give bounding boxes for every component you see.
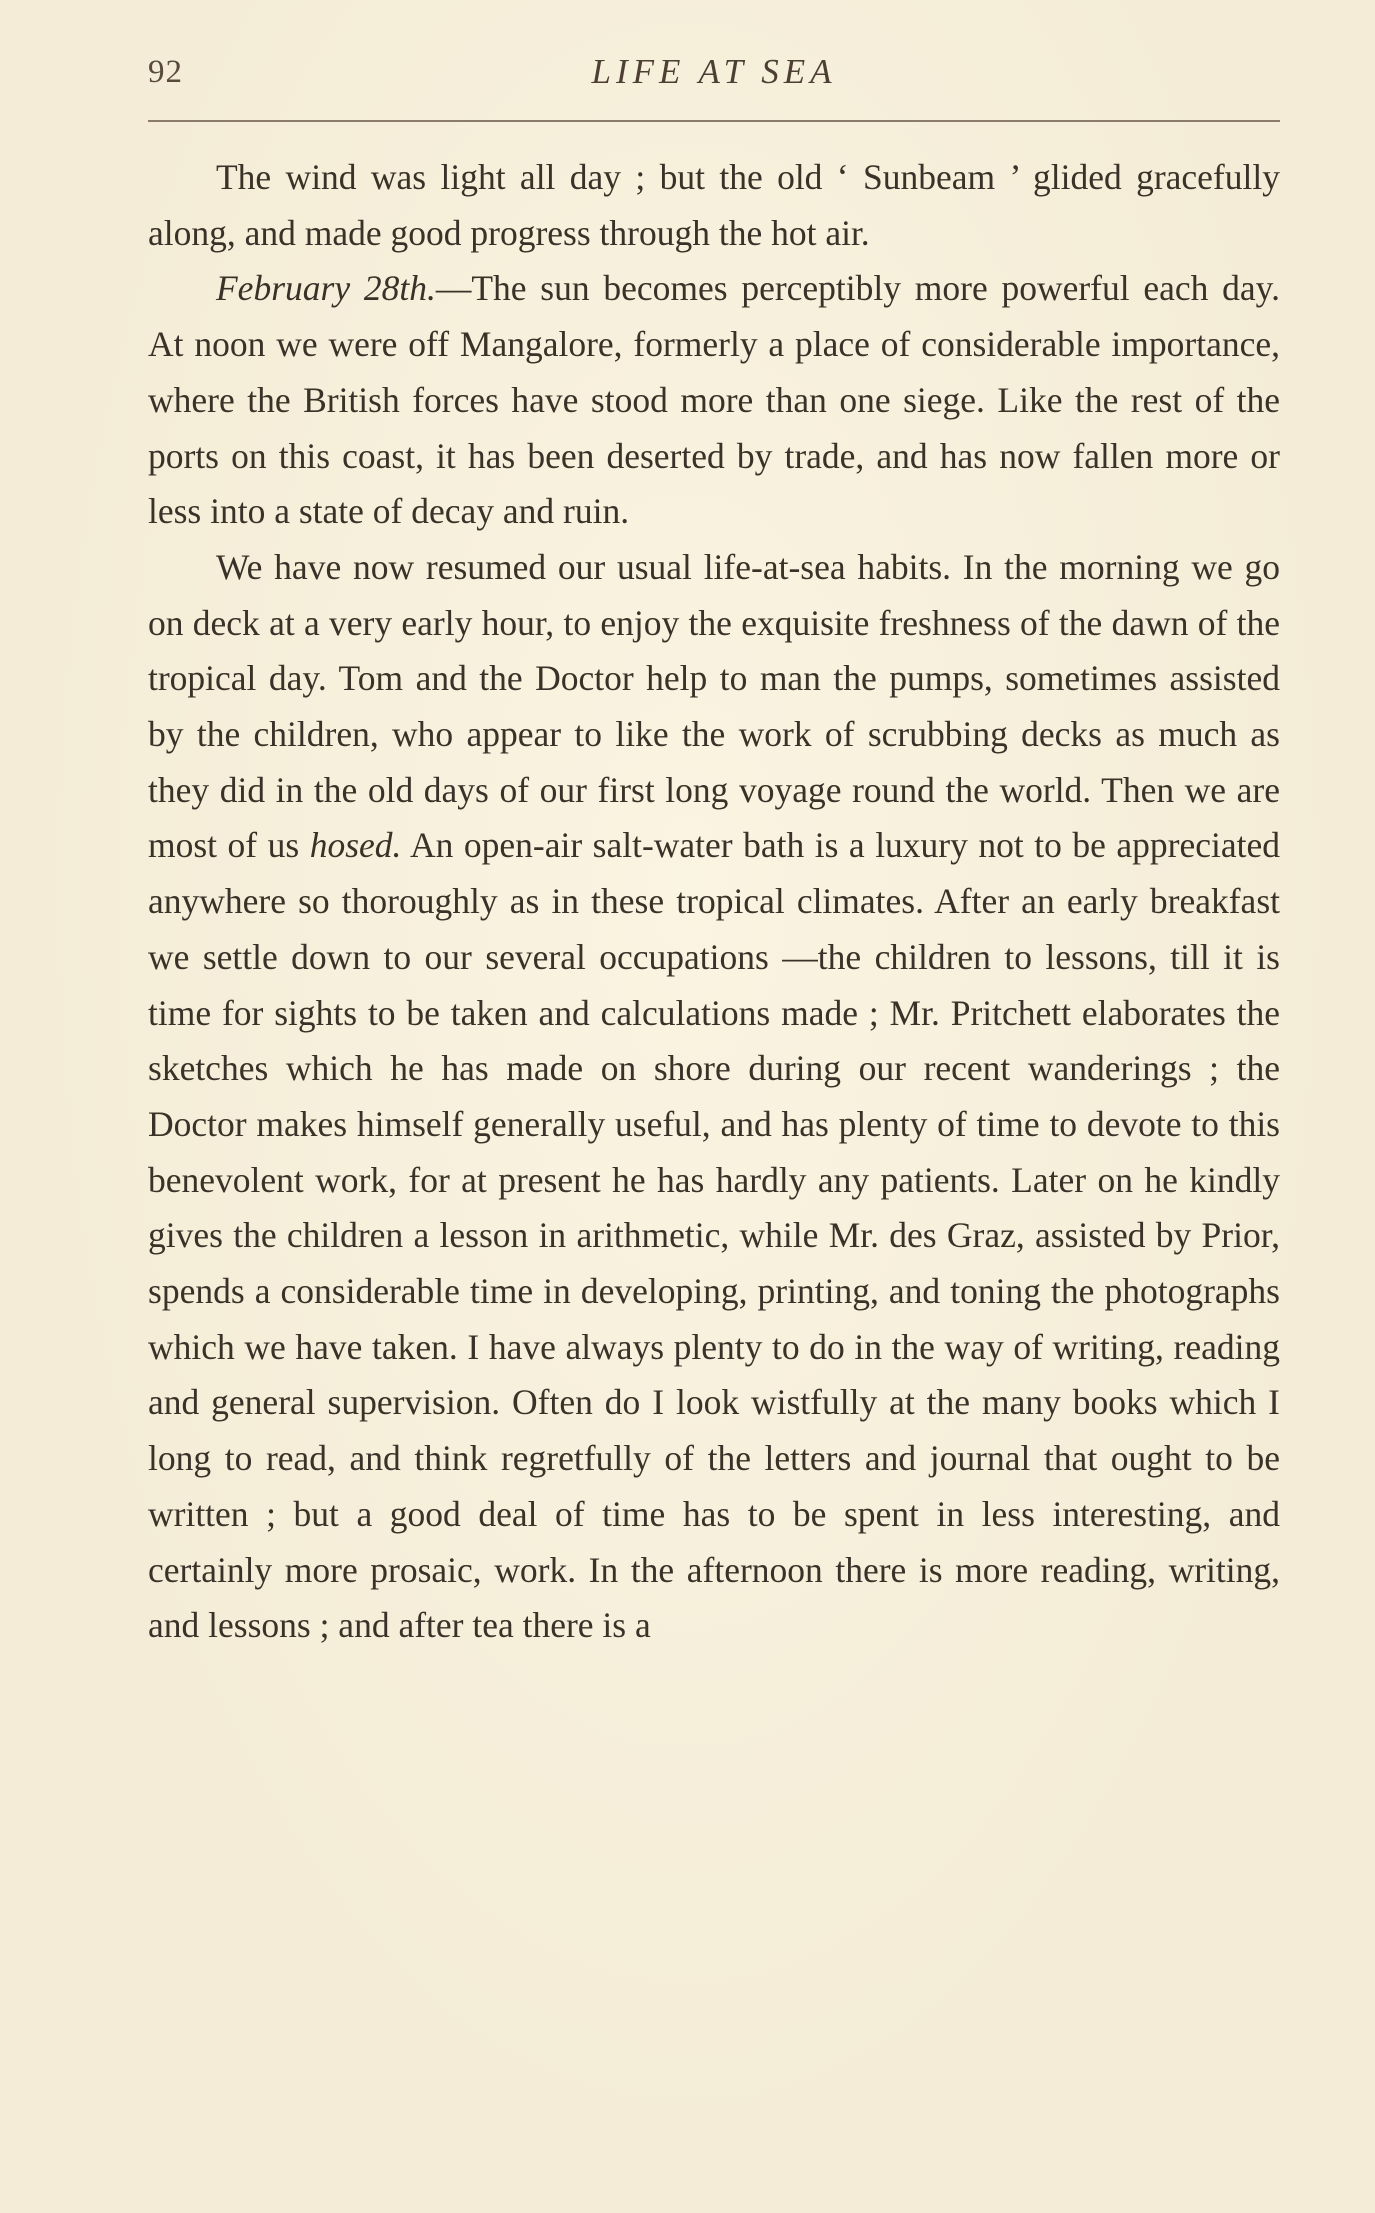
paragraph-1-text: The wind was light all day ; but the old ‘ Sunbeam ’ glided gracefully along, and made good progress through the hot air. [148,157,1280,253]
paragraph-2 [148,261,1280,540]
paragraph-2-text: —The sun becomes perceptibly more powerful each day. At noon we were off Mangalore, formerly a place of considerable importance, where the British forces have stood more than one siege. Like the rest of the ports on this coast, it has been deserted by trade, and has now fallen more or less into a state of decay and ruin. [148,268,1280,532]
header-rule [148,120,1280,122]
page-number: 92 [148,54,183,90]
paragraph-1 [148,150,1280,261]
running-head: LIFE AT SEA [591,52,837,91]
paragraph-3-text-before: We have now resumed our usual life-at-sea habits. In the morning we go on deck at a very early hour, to enjoy the exquisite freshness of the dawn of the tropical day. Tom and the Doctor help to man the pumps, sometimes assisted by the children, who appear to like the work of scrubbing decks as much as they did in the old days of our first long voyage round the world. Then we are most of us [148,546,1280,866]
body-text [148,150,1280,1654]
page-header [148,50,1280,110]
paragraph-3 [148,540,1280,1654]
dateline: February 28th. [216,268,436,309]
paragraph-3-text-after: An open-air salt-water bath is a luxury not to be appreciated anywhere so thoroughly as in these tropical climates. After an early breakfast we settle down to our several occupations —the children to lessons, till it is time for sights to be taken and calculations made ; Mr. Pritchett elaborates the sketches which he has made on shore during our recent wanderings ; the Doctor makes himself generally useful, and has plenty of time to devote to this benevolent work, for at present he has hardly any patients. Later on he kindly gives the children a lesson in arithmetic, while Mr. des Graz, assisted by Prior, spends a considerable time in developing, printing, and toning the photographs which we have taken. I have always plenty to do in the way of writing, reading and general supervision. Often do I look wistfully at the many books which I long to read, and think regretfully of the letters and journal that ought to be written ; but a good deal of time has to be spent in less interesting, and certainly more prosaic, work. In the afternoon there is more reading, writing, and lessons ; and after tea there is a [148,825,1280,1646]
paragraph-3-emphasis: hosed. [309,825,402,866]
